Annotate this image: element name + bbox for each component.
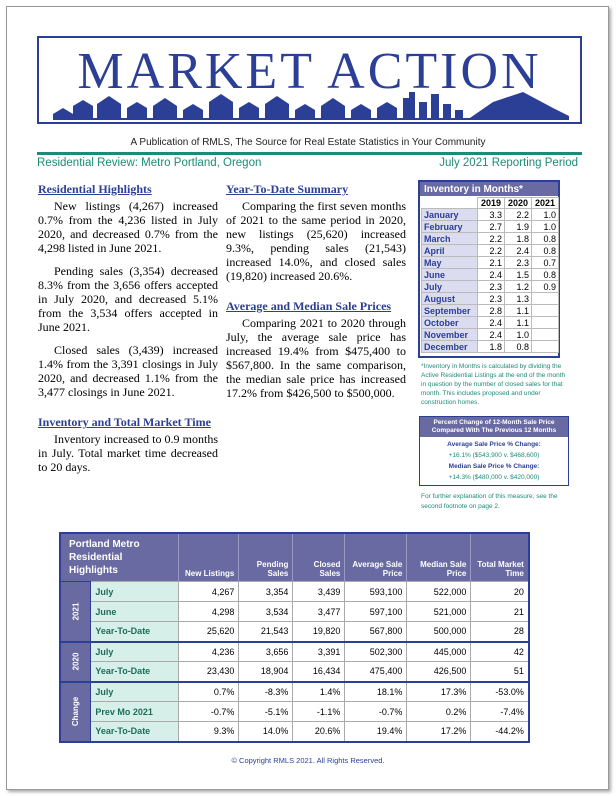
inventory-value: 2.1 xyxy=(478,257,505,269)
table-cell: 19.4% xyxy=(345,722,407,742)
table-cell: 21,543 xyxy=(239,622,293,642)
inventory-value xyxy=(532,305,559,317)
table-cell: 42 xyxy=(471,642,529,662)
row-label: Year-To-Date xyxy=(91,662,179,682)
table-cell: -1.1% xyxy=(293,702,345,722)
inventory-row xyxy=(422,293,559,305)
table-cell: 21 xyxy=(471,602,529,622)
table-cell: 23,430 xyxy=(179,662,239,682)
month-label: January xyxy=(422,209,478,221)
table-cell: -7.4% xyxy=(471,702,529,722)
inventory-value xyxy=(532,293,559,305)
inventory-value: 1.0 xyxy=(505,329,532,341)
inventory-value: 2.7 xyxy=(478,221,505,233)
highlights-new-listings: New listings (4,267) increased 0.7% from the 4,236 listed in July 2020, and decreased 0.7% from the 4,298 listed in June 2021. xyxy=(38,199,218,255)
inventory-value: 1.8 xyxy=(478,341,505,353)
inventory-value xyxy=(532,329,559,341)
table-cell: 597,100 xyxy=(345,602,407,622)
avg-median-text: Comparing 2021 to 2020 through July, the average sale price has increased 19.4% from $475,400 to $567,800. In the same comparison, the median sale price has increased 17.2% from $426,500 to $500,000. xyxy=(226,316,406,400)
inventory-row xyxy=(422,245,559,257)
table-row xyxy=(60,642,529,662)
table-cell: 475,400 xyxy=(345,662,407,682)
highlights-closed-sales: Closed sales (3,439) increased 1.4% from the 3,391 closings in July 2020, and decreased 1.1% from the 3,477 closings in June 2021. xyxy=(38,343,218,399)
year-header: 2021 xyxy=(532,198,559,209)
table-cell: 593,100 xyxy=(345,582,407,602)
table-cell: 567,800 xyxy=(345,622,407,642)
table-row xyxy=(60,682,529,702)
table-cell: 17.3% xyxy=(407,682,471,702)
summary-column xyxy=(226,182,406,409)
table-cell: 16,434 xyxy=(293,662,345,682)
table-cell: 3,354 xyxy=(239,582,293,602)
row-label: June xyxy=(91,602,179,622)
inventory-value: 2.4 xyxy=(478,269,505,281)
inventory-row xyxy=(422,233,559,245)
median-change-value: +14.3% ($480,000 v. $420,000) xyxy=(448,474,540,481)
month-label: July xyxy=(422,281,478,293)
table-row xyxy=(60,602,529,622)
inventory-row xyxy=(422,221,559,233)
inventory-time-text: Inventory increased to 0.9 months in July. Total market time decreased to 20 days. xyxy=(38,432,218,474)
row-label: Prev Mo 2021 xyxy=(91,702,179,722)
table-cell: 3,391 xyxy=(293,642,345,662)
inventory-row xyxy=(422,329,559,341)
inventory-value: 2.4 xyxy=(505,245,532,257)
highlights-pending-sales: Pending sales (3,354) decreased 8.3% from the 3,656 offers accepted in July 2020, and decreased 5.1% from the 3,534 offers accepted in June 2021. xyxy=(38,264,218,334)
inventory-value: 0.8 xyxy=(532,245,559,257)
price-change-box xyxy=(419,416,569,486)
inventory-months-table xyxy=(421,197,559,353)
reporting-period: July 2021 Reporting Period xyxy=(439,157,578,169)
inventory-value: 2.2 xyxy=(505,209,532,221)
row-label: July xyxy=(91,582,179,602)
year-header: 2020 xyxy=(505,198,532,209)
month-label: April xyxy=(422,245,478,257)
inventory-value: 2.3 xyxy=(478,293,505,305)
inventory-box-title: Inventory in Months* xyxy=(420,182,558,196)
further-explanation-note: For further explanation of this measure, see the second footnote on page 2. xyxy=(421,493,558,510)
column-header: Total Market Time xyxy=(471,533,529,582)
inventory-row xyxy=(422,281,559,293)
month-label: November xyxy=(422,329,478,341)
table-cell: 18.1% xyxy=(345,682,407,702)
ytd-text: Comparing the first seven months of 2021 to the same period in 2020, new listings (25,620) increased 9.3%, pending sales (21,543) increased 14.0%, and closed sales (19,820) increased 20.6%. xyxy=(226,199,406,283)
table-cell: 521,000 xyxy=(407,602,471,622)
inventory-value: 0.8 xyxy=(532,233,559,245)
table-row xyxy=(60,722,529,742)
column-header: Average Sale Price xyxy=(345,533,407,582)
inventory-value: 2.8 xyxy=(478,305,505,317)
inventory-value: 0.9 xyxy=(532,281,559,293)
copyright-notice: © Copyright RMLS 2021. All Rights Reserved. xyxy=(231,756,385,765)
inventory-value: 2.3 xyxy=(478,281,505,293)
table-cell: 502,300 xyxy=(345,642,407,662)
month-label: June xyxy=(422,269,478,281)
inventory-table-body xyxy=(422,209,559,353)
inventory-value xyxy=(532,317,559,329)
highlights-heading: Residential Highlights xyxy=(38,182,152,196)
table-cell: 3,477 xyxy=(293,602,345,622)
table-cell: 4,298 xyxy=(179,602,239,622)
inventory-row xyxy=(422,341,559,353)
avg-median-heading: Average and Median Sale Prices xyxy=(226,299,392,313)
city-skyline-logo xyxy=(53,88,569,120)
table-cell: 18,904 xyxy=(239,662,293,682)
table-corner-title: Portland Metro Residential Highlights xyxy=(60,533,179,582)
table-cell: 51 xyxy=(471,662,529,682)
table-row xyxy=(60,582,529,602)
inventory-value: 2.4 xyxy=(478,317,505,329)
masthead xyxy=(37,36,582,124)
inventory-value: 1.0 xyxy=(532,221,559,233)
inventory-value: 1.5 xyxy=(505,269,532,281)
table-cell: -0.7% xyxy=(179,702,239,722)
table-cell: 25,620 xyxy=(179,622,239,642)
inventory-row xyxy=(422,209,559,221)
inventory-value: 1.2 xyxy=(505,281,532,293)
month-label: February xyxy=(422,221,478,233)
month-label: May xyxy=(422,257,478,269)
table-cell: 28 xyxy=(471,622,529,642)
inventory-value: 0.8 xyxy=(505,341,532,353)
row-group-label: 2020 xyxy=(60,642,91,682)
table-cell: 0.7% xyxy=(179,682,239,702)
table-cell: 3,534 xyxy=(239,602,293,622)
table-cell: 426,500 xyxy=(407,662,471,682)
column-header: Pending Sales xyxy=(239,533,293,582)
metro-highlights-table xyxy=(59,532,530,743)
inventory-value: 1.0 xyxy=(532,209,559,221)
table-cell: -8.3% xyxy=(239,682,293,702)
table-cell: 14.0% xyxy=(239,722,293,742)
month-label: September xyxy=(422,305,478,317)
row-label: Year-To-Date xyxy=(91,622,179,642)
table-row xyxy=(60,702,529,722)
inventory-row xyxy=(422,305,559,317)
inventory-value: 1.1 xyxy=(505,317,532,329)
table-cell: 1.4% xyxy=(293,682,345,702)
inventory-value: 1.3 xyxy=(505,293,532,305)
row-label: July xyxy=(91,642,179,662)
month-label: March xyxy=(422,233,478,245)
year-header: 2019 xyxy=(478,198,505,209)
month-label: October xyxy=(422,317,478,329)
header-rule xyxy=(37,152,582,155)
table-cell: 17.2% xyxy=(407,722,471,742)
table-cell: -0.7% xyxy=(345,702,407,722)
table-cell: 19,820 xyxy=(293,622,345,642)
month-label: August xyxy=(422,293,478,305)
table-row xyxy=(60,622,529,642)
column-header: New Listings xyxy=(179,533,239,582)
table-cell: 9.3% xyxy=(179,722,239,742)
inventory-value: 2.2 xyxy=(478,245,505,257)
price-change-heading: Percent Change of 12-Month Sale Price Compared With The Previous 12 Months xyxy=(420,417,568,437)
tagline: A Publication of RMLS, The Source for Real Estate Statistics in Your Community xyxy=(130,137,486,148)
table-row xyxy=(60,662,529,682)
table-cell: 4,267 xyxy=(179,582,239,602)
masthead-title: MARKET ACTION xyxy=(77,43,542,100)
table-cell: 522,000 xyxy=(407,582,471,602)
inventory-value: 0.8 xyxy=(532,269,559,281)
avg-change-value: +16.1% ($543,900 v. $468,600) xyxy=(448,452,540,459)
inventory-value: 1.8 xyxy=(505,233,532,245)
median-change-label: Median Sale Price % Change: xyxy=(448,463,540,470)
table-cell: 445,000 xyxy=(407,642,471,662)
inventory-row xyxy=(422,317,559,329)
price-change-body xyxy=(420,437,568,485)
inventory-footnote: *Inventory in Months is calculated by dividing the Active Residential Listings at the end of the month in question by the number of closed sales for that month. This includes proposed and under construction homes. xyxy=(421,363,566,406)
table-cell: 3,439 xyxy=(293,582,345,602)
inventory-value: 2.3 xyxy=(505,257,532,269)
inventory-value: 0.7 xyxy=(532,257,559,269)
avg-change-label: Average Sale Price % Change: xyxy=(447,441,541,448)
inventory-value: 1.1 xyxy=(505,305,532,317)
row-group-label: 2021 xyxy=(60,582,91,642)
column-header: Closed Sales xyxy=(293,533,345,582)
region-title: Residential Review: Metro Portland, Oregon xyxy=(37,157,262,169)
month-label: December xyxy=(422,341,478,353)
row-group-label: Change xyxy=(60,682,91,742)
ytd-heading: Year-To-Date Summary xyxy=(226,182,349,196)
table-cell: -53.0% xyxy=(471,682,529,702)
table-cell: -44.2% xyxy=(471,722,529,742)
table-cell: 3,656 xyxy=(239,642,293,662)
inventory-value: 1.9 xyxy=(505,221,532,233)
row-label: July xyxy=(91,682,179,702)
table-cell: 500,000 xyxy=(407,622,471,642)
inventory-value: 3.3 xyxy=(478,209,505,221)
table-cell: 20 xyxy=(471,582,529,602)
inventory-row xyxy=(422,257,559,269)
table-cell: 4,236 xyxy=(179,642,239,662)
inventory-value xyxy=(532,341,559,353)
inventory-value: 2.2 xyxy=(478,233,505,245)
inventory-value: 2.4 xyxy=(478,329,505,341)
highlights-column xyxy=(38,182,218,483)
inventory-time-heading: Inventory and Total Market Time xyxy=(38,415,211,429)
row-label: Year-To-Date xyxy=(91,722,179,742)
table-cell: 0.2% xyxy=(407,702,471,722)
metro-table-body xyxy=(60,582,529,742)
table-cell: 20.6% xyxy=(293,722,345,742)
inventory-row xyxy=(422,269,559,281)
inventory-months-box xyxy=(418,180,560,358)
column-header: Median Sale Price xyxy=(407,533,471,582)
table-cell: -5.1% xyxy=(239,702,293,722)
